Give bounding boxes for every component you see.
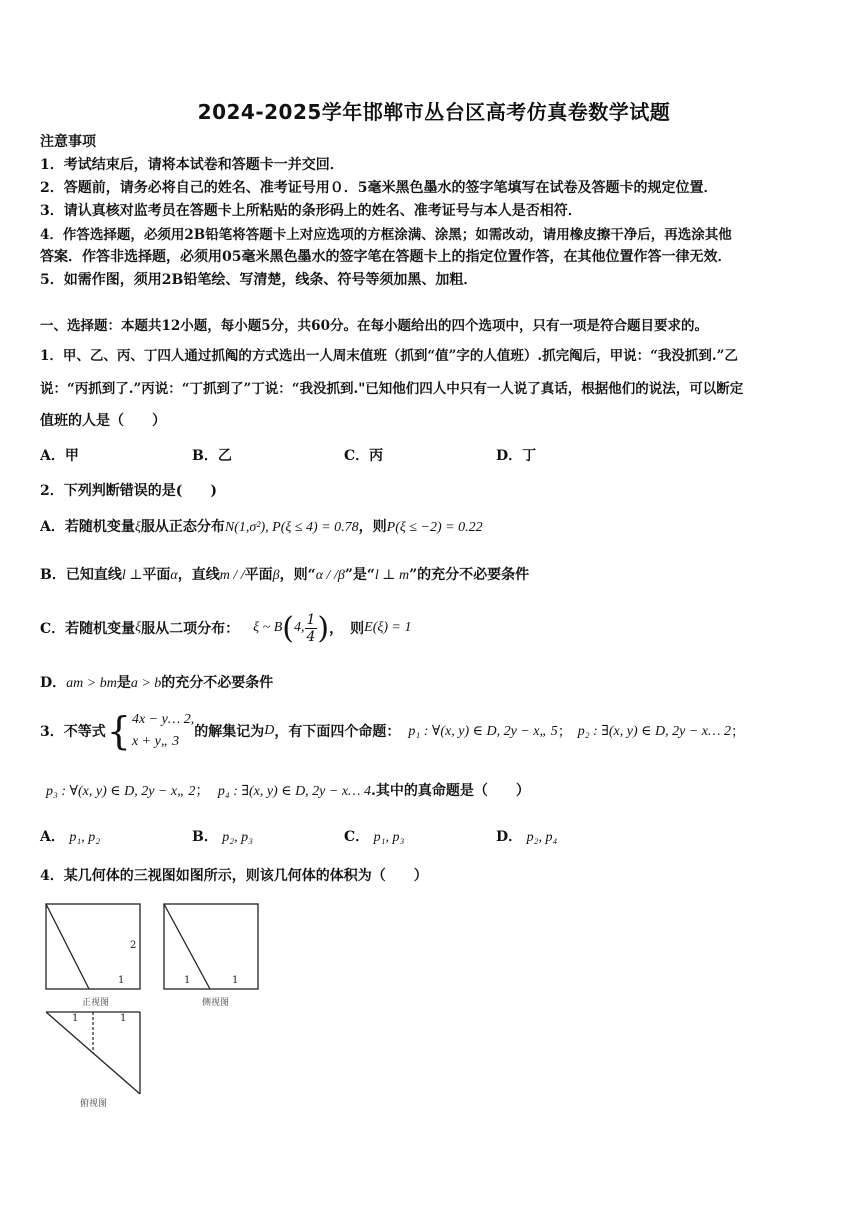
- system-brace: {: [106, 709, 131, 753]
- q1-option-c: C．丙: [344, 448, 384, 464]
- top-view-drawing: [44, 1010, 144, 1098]
- q2-option-c: [40, 606, 411, 650]
- fraction: [305, 612, 318, 645]
- q2-d-text: 的充分不必要条件: [161, 675, 274, 691]
- option-letter: C．: [344, 829, 370, 845]
- side-view-caption: 侧视图: [202, 998, 230, 1008]
- separator: ；: [195, 783, 210, 799]
- q2-d-text: 是: [116, 675, 131, 691]
- front-view: [44, 902, 144, 1012]
- q2-b-text: ，直线: [177, 567, 220, 583]
- q2-stem: 2．下列判断错误的是( ): [40, 483, 217, 499]
- option-math: p₁, p₂: [69, 830, 101, 845]
- dimension-label: 2: [130, 940, 137, 951]
- top-view-caption: 俯视图: [80, 1099, 108, 1109]
- dimension-label: 1: [232, 975, 239, 986]
- q2-c-math: ξ ~ B: [253, 620, 283, 635]
- notice-item: 1．考试结束后，请将本试卷和答题卡一并交回．: [40, 157, 344, 173]
- option-math: p₂, p₄: [526, 830, 558, 845]
- q2-b-text: ，则“: [279, 567, 316, 583]
- notice-item: 5．如需作图，须用2B铅笔绘、写清楚，线条、符号等须加黑、加粗．: [40, 272, 478, 288]
- fraction-numerator: 1: [306, 611, 316, 628]
- q1-stem-line: 值班的人是（ ）: [40, 413, 166, 429]
- side-view-drawing: [162, 902, 262, 992]
- q2-c-prefix: C．若随机变量: [40, 621, 136, 637]
- q2-a-result: P(ξ ≤ −2) = 0.22: [386, 520, 483, 535]
- separator: ；: [557, 724, 572, 740]
- separator: ；: [730, 724, 745, 740]
- q2-b-text: 平面: [142, 567, 171, 583]
- paren-left: (: [282, 610, 294, 646]
- inequality-system: [132, 709, 194, 753]
- xi-symbol: ξ: [134, 520, 141, 535]
- dimension-label: 1: [72, 1013, 79, 1024]
- q3-option-c: [344, 826, 404, 846]
- q2-d-math: am > bm: [66, 676, 117, 691]
- notice-item: 4．作答选择题，必须用2B铅笔将答题卡上对应选项的方框涂满、涂黑；如需改动，请用橡皮擦干净后，再选涂其他: [40, 227, 732, 243]
- notice-item: 答案．作答非选择题，必须用05毫米黑色墨水的签字笔在答题卡上的指定位置作答，在其他位置作答一律无效．: [40, 249, 732, 265]
- inequality-2: x + y„ 3: [131, 734, 180, 749]
- q4-stem: 4．某几何体的三视图如图所示，则该几何体的体积为（ ）: [40, 868, 428, 884]
- q2-a-mid: 服从正态分布: [140, 519, 225, 535]
- q1-stem-line: 说：“丙抓到了.”丙说：“丁抓到了”丁说：“我没抓到."已知他们四人中只有一人说了真话，根据他们的说法，可以断定: [40, 381, 744, 397]
- q3-option-d: [496, 826, 557, 846]
- q2-b-math: l ⊥ m: [374, 568, 410, 583]
- q2-b-text: B．已知直线: [40, 567, 122, 583]
- q3-option-b: [192, 826, 253, 846]
- q2-b-math: β: [272, 568, 280, 583]
- q3-stem-line: [40, 706, 745, 756]
- q3-text: 的解集记为: [194, 724, 265, 740]
- q2-b-math: m / /: [219, 568, 245, 583]
- q2-d-math: a > b: [130, 676, 162, 691]
- option-letter: D．: [496, 829, 523, 845]
- page-title: 2024-2025学年邯郸市丛台区高考仿真卷数学试题: [197, 100, 671, 124]
- option-math: p₁, p₃: [373, 830, 405, 845]
- q3-tail: .其中的真命题是（ ）: [371, 783, 530, 799]
- proposition-p4: p₄ : ∃(x, y) ∈ D, 2y − x… 4: [217, 784, 372, 799]
- q1-option-b: B．乙: [192, 448, 232, 464]
- front-view-drawing: [44, 902, 144, 992]
- dimension-label: 1: [118, 975, 125, 986]
- notice-item: 3．请认真核对监考员在答题卡上所粘贴的条形码上的姓名、准考证号与本人是否相符．: [40, 203, 582, 219]
- side-view: [162, 902, 262, 1012]
- q1-stem-line: 1．甲、乙、丙、丁四人通过抓阄的方式选出一人周末值班（抓到“值”字的人值班）.抓完阄后，甲说：“我没抓到.”乙: [40, 348, 738, 364]
- proposition-p3: p₃ : ∀(x, y) ∈ D, 2y − x„ 2: [46, 784, 196, 799]
- q3-prefix: 3．不等式: [40, 724, 106, 740]
- q2-c-then: ， 则: [329, 621, 365, 637]
- dimension-label: 1: [120, 1013, 127, 1024]
- notice-item: 2．答题前，请务必将自己的姓名、准考证号用０．5毫米黑色墨水的签字笔填写在试卷及答题卡的规定位置．: [40, 180, 718, 196]
- top-view: [44, 1010, 144, 1110]
- q2-b-text: ”的充分不必要条件: [409, 567, 530, 583]
- q1-option-a: A．甲: [40, 448, 79, 464]
- q2-option-d: [40, 672, 273, 692]
- q2-b-math: l ⊥: [121, 568, 143, 583]
- option-letter: B．: [192, 829, 218, 845]
- option-letter: A．: [40, 829, 65, 845]
- inequality-1: 4x − y… 2,: [131, 712, 195, 727]
- q3-props-line: [46, 780, 530, 800]
- proposition-p2: p₂ : ∃(x, y) ∈ D, 2y − x… 2: [577, 723, 731, 739]
- front-view-caption: 正视图: [82, 998, 110, 1008]
- q3-set-d: D: [264, 723, 275, 738]
- q3-option-a: [40, 826, 100, 846]
- paren-right: ): [317, 610, 330, 646]
- q2-c-mid: 服从二项分布：: [141, 621, 240, 637]
- section-heading: 一、选择题：本题共12小题，每小题5分，共60分。在每小题给出的四个选项中，只有一项是符合题目要求的。: [40, 318, 708, 334]
- q2-d-prefix: D．: [40, 675, 67, 691]
- q2-c-math: 4,: [294, 620, 305, 635]
- q2-b-text: 平面: [244, 567, 273, 583]
- q2-a-math: N(1,σ²), P(ξ ≤ 4) = 0.78: [224, 520, 359, 535]
- dimension-label: 1: [184, 975, 191, 986]
- q1-option-d: D．丁: [496, 448, 537, 464]
- q2-option-a: [40, 516, 483, 536]
- q2-c-result: E(ξ) = 1: [364, 620, 412, 635]
- q3-text: ，有下面四个命题：: [274, 724, 401, 740]
- fraction-denominator: 4: [306, 628, 316, 645]
- q2-b-text: ”是“: [344, 567, 375, 583]
- q2-b-math: α / /β: [315, 568, 345, 583]
- q2-a-then: ，则: [358, 519, 387, 535]
- xi-symbol: ξ: [135, 620, 142, 635]
- q2-b-math: α: [170, 568, 178, 583]
- proposition-p1: p₁ : ∀(x, y) ∈ D, 2y − x„ 5: [408, 723, 558, 739]
- option-math: p₂, p₃: [222, 830, 254, 845]
- q2-option-b: [40, 564, 529, 584]
- q2-a-prefix: A．若随机变量: [40, 519, 135, 535]
- notice-heading: 注意事项: [40, 134, 96, 150]
